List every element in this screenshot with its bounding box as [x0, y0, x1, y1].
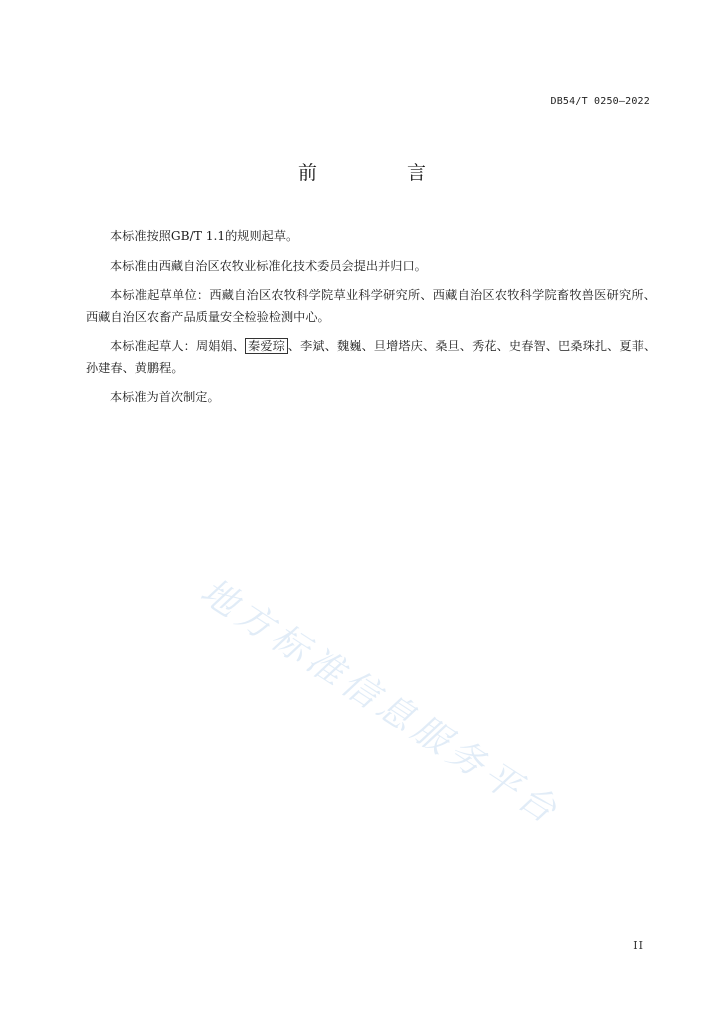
paragraph-proposer: 本标准由西藏自治区农牧业标准化技术委员会提出并归口。	[110, 258, 427, 273]
drafter-separator: 、	[496, 339, 509, 353]
drafter-name: 秦爱琮	[245, 338, 288, 354]
page-number: II	[633, 939, 644, 952]
paragraph-first-edition: 本标准为首次制定。	[110, 390, 220, 404]
drafter-separator: 、	[122, 360, 135, 375]
paragraph-drafters	[86, 336, 656, 379]
drafter-name: 黄鹏程	[134, 360, 172, 375]
drafter-name: 史春智	[508, 339, 546, 353]
drafter-name: 夏菲	[619, 339, 644, 353]
drafters-prefix: 本标准起草人：	[110, 339, 196, 353]
watermark-text: 地方标准信息服务平台	[193, 570, 568, 835]
drafter-separator: 、	[643, 339, 657, 353]
drafter-name: 魏巍	[337, 339, 362, 353]
drafter-name: 周娟娟	[195, 339, 233, 353]
drafter-name: 李斌	[300, 339, 325, 353]
drafter-separator: 、	[545, 339, 559, 353]
drafter-separator: 、	[232, 339, 246, 353]
drafter-name: 孙建春	[86, 360, 123, 375]
drafter-separator: 、	[324, 339, 337, 353]
drafter-separator: 。	[171, 360, 184, 375]
drafter-separator: 、	[422, 339, 436, 353]
drafter-name: 巴桑珠扎	[558, 339, 608, 353]
drafter-separator: 、	[361, 339, 374, 353]
standard-code: DB54/T 0250—2022	[550, 96, 650, 107]
page-title: 前 言	[297, 162, 469, 184]
paragraph-drafting-rules: 本标准按照GB/T 1.1的规则起草。	[110, 229, 299, 243]
drafter-name: 秀花	[472, 339, 497, 353]
drafter-separator: 、	[607, 339, 620, 353]
drafter-separator: 、	[459, 339, 473, 353]
paragraph-drafting-units: 本标准起草单位：西藏自治区农牧科学院草业科学研究所、西藏自治区农牧科学院畜牧兽医研究所、西藏自治区农畜产品质量安全检验检测中心。	[86, 288, 656, 324]
foreword-body	[86, 226, 656, 417]
drafter-separator: 、	[287, 339, 301, 353]
drafter-name: 旦增塔庆	[373, 339, 423, 353]
drafter-name: 桑旦	[435, 339, 460, 353]
